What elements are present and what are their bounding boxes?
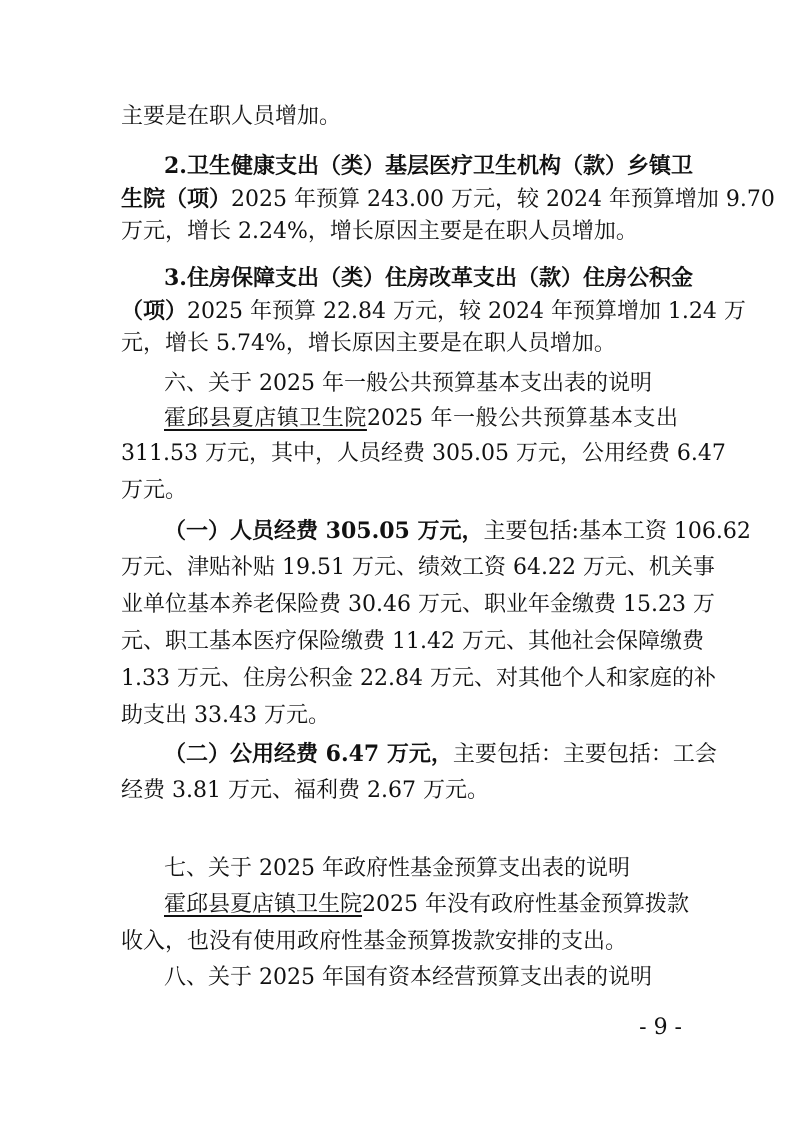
paragraph-line: 311.53 万元，其中，人员经费 305.05 万元，公用经费 6.47 [121, 441, 726, 466]
section-heading-eight: 八、关于 2025 年国有资本经营预算支出表的说明 [164, 965, 652, 990]
paragraph-line: 助支出 33.43 万元。 [121, 703, 330, 728]
paragraph-line: 业单位基本养老保险费 30.46 万元、职业年金缴费 15.23 万 [121, 592, 715, 617]
paragraph-line: 主要是在职人员增加。 [121, 104, 342, 129]
public-expense-line: （二）公用经费 6.47 万元，主要包括：主要包括：工会 [164, 741, 717, 767]
org-name: 霍邱县夏店镇卫生院 [164, 406, 367, 431]
paragraph-line: 万元、津贴补贴 19.51 万元、绩效工资 64.22 万元、机关事 [121, 555, 715, 580]
paragraph-line: 收入，也没有使用政府性基金预算拨款安排的支出。 [121, 929, 628, 954]
org-name: 霍邱县夏店镇卫生院 [164, 892, 363, 917]
page-number: - 9 - [639, 1015, 682, 1040]
paragraph-line: 生院（项）2025 年预算 243.00 万元，较 2024 年预算增加 9.70 [121, 186, 775, 212]
section-heading-seven: 七、关于 2025 年政府性基金预算支出表的说明 [164, 856, 630, 881]
item-heading-health: 2.卫生健康支出（类）基层医疗卫生机构（款）乡镇卫 [164, 153, 693, 179]
paragraph-line: （项）2025 年预算 22.84 万元，较 2024 年预算增加 1.24 万 [121, 298, 746, 324]
paragraph-line: 经费 3.81 万元、福利费 2.67 万元。 [121, 778, 489, 803]
paragraph-line: 霍邱县夏店镇卫生院2025 年一般公共预算基本支出 [164, 406, 678, 431]
item-heading-housing: 3.住房保障支出（类）住房改革支出（款）住房公积金 [164, 265, 693, 291]
paragraph-line: 万元，增长 2.24%，增长原因主要是在职人员增加。 [121, 219, 638, 244]
paragraph-line: 元，增长 5.74%，增长原因主要是在职人员增加。 [121, 331, 616, 356]
paragraph-line: 1.33 万元、住房公积金 22.84 万元、对其他个人和家庭的补 [121, 666, 716, 691]
paragraph-line: 元、职工基本医疗保险缴费 11.42 万元、其他社会保障缴费 [121, 629, 704, 654]
section-heading-six: 六、关于 2025 年一般公共预算基本支出表的说明 [164, 371, 652, 396]
personnel-expense-line: （一）人员经费 305.05 万元，主要包括:基本工资 106.62 [164, 518, 751, 544]
paragraph-line: 霍邱县夏店镇卫生院2025 年没有政府性基金预算拨款 [164, 892, 689, 917]
paragraph-line: 万元。 [121, 478, 188, 503]
